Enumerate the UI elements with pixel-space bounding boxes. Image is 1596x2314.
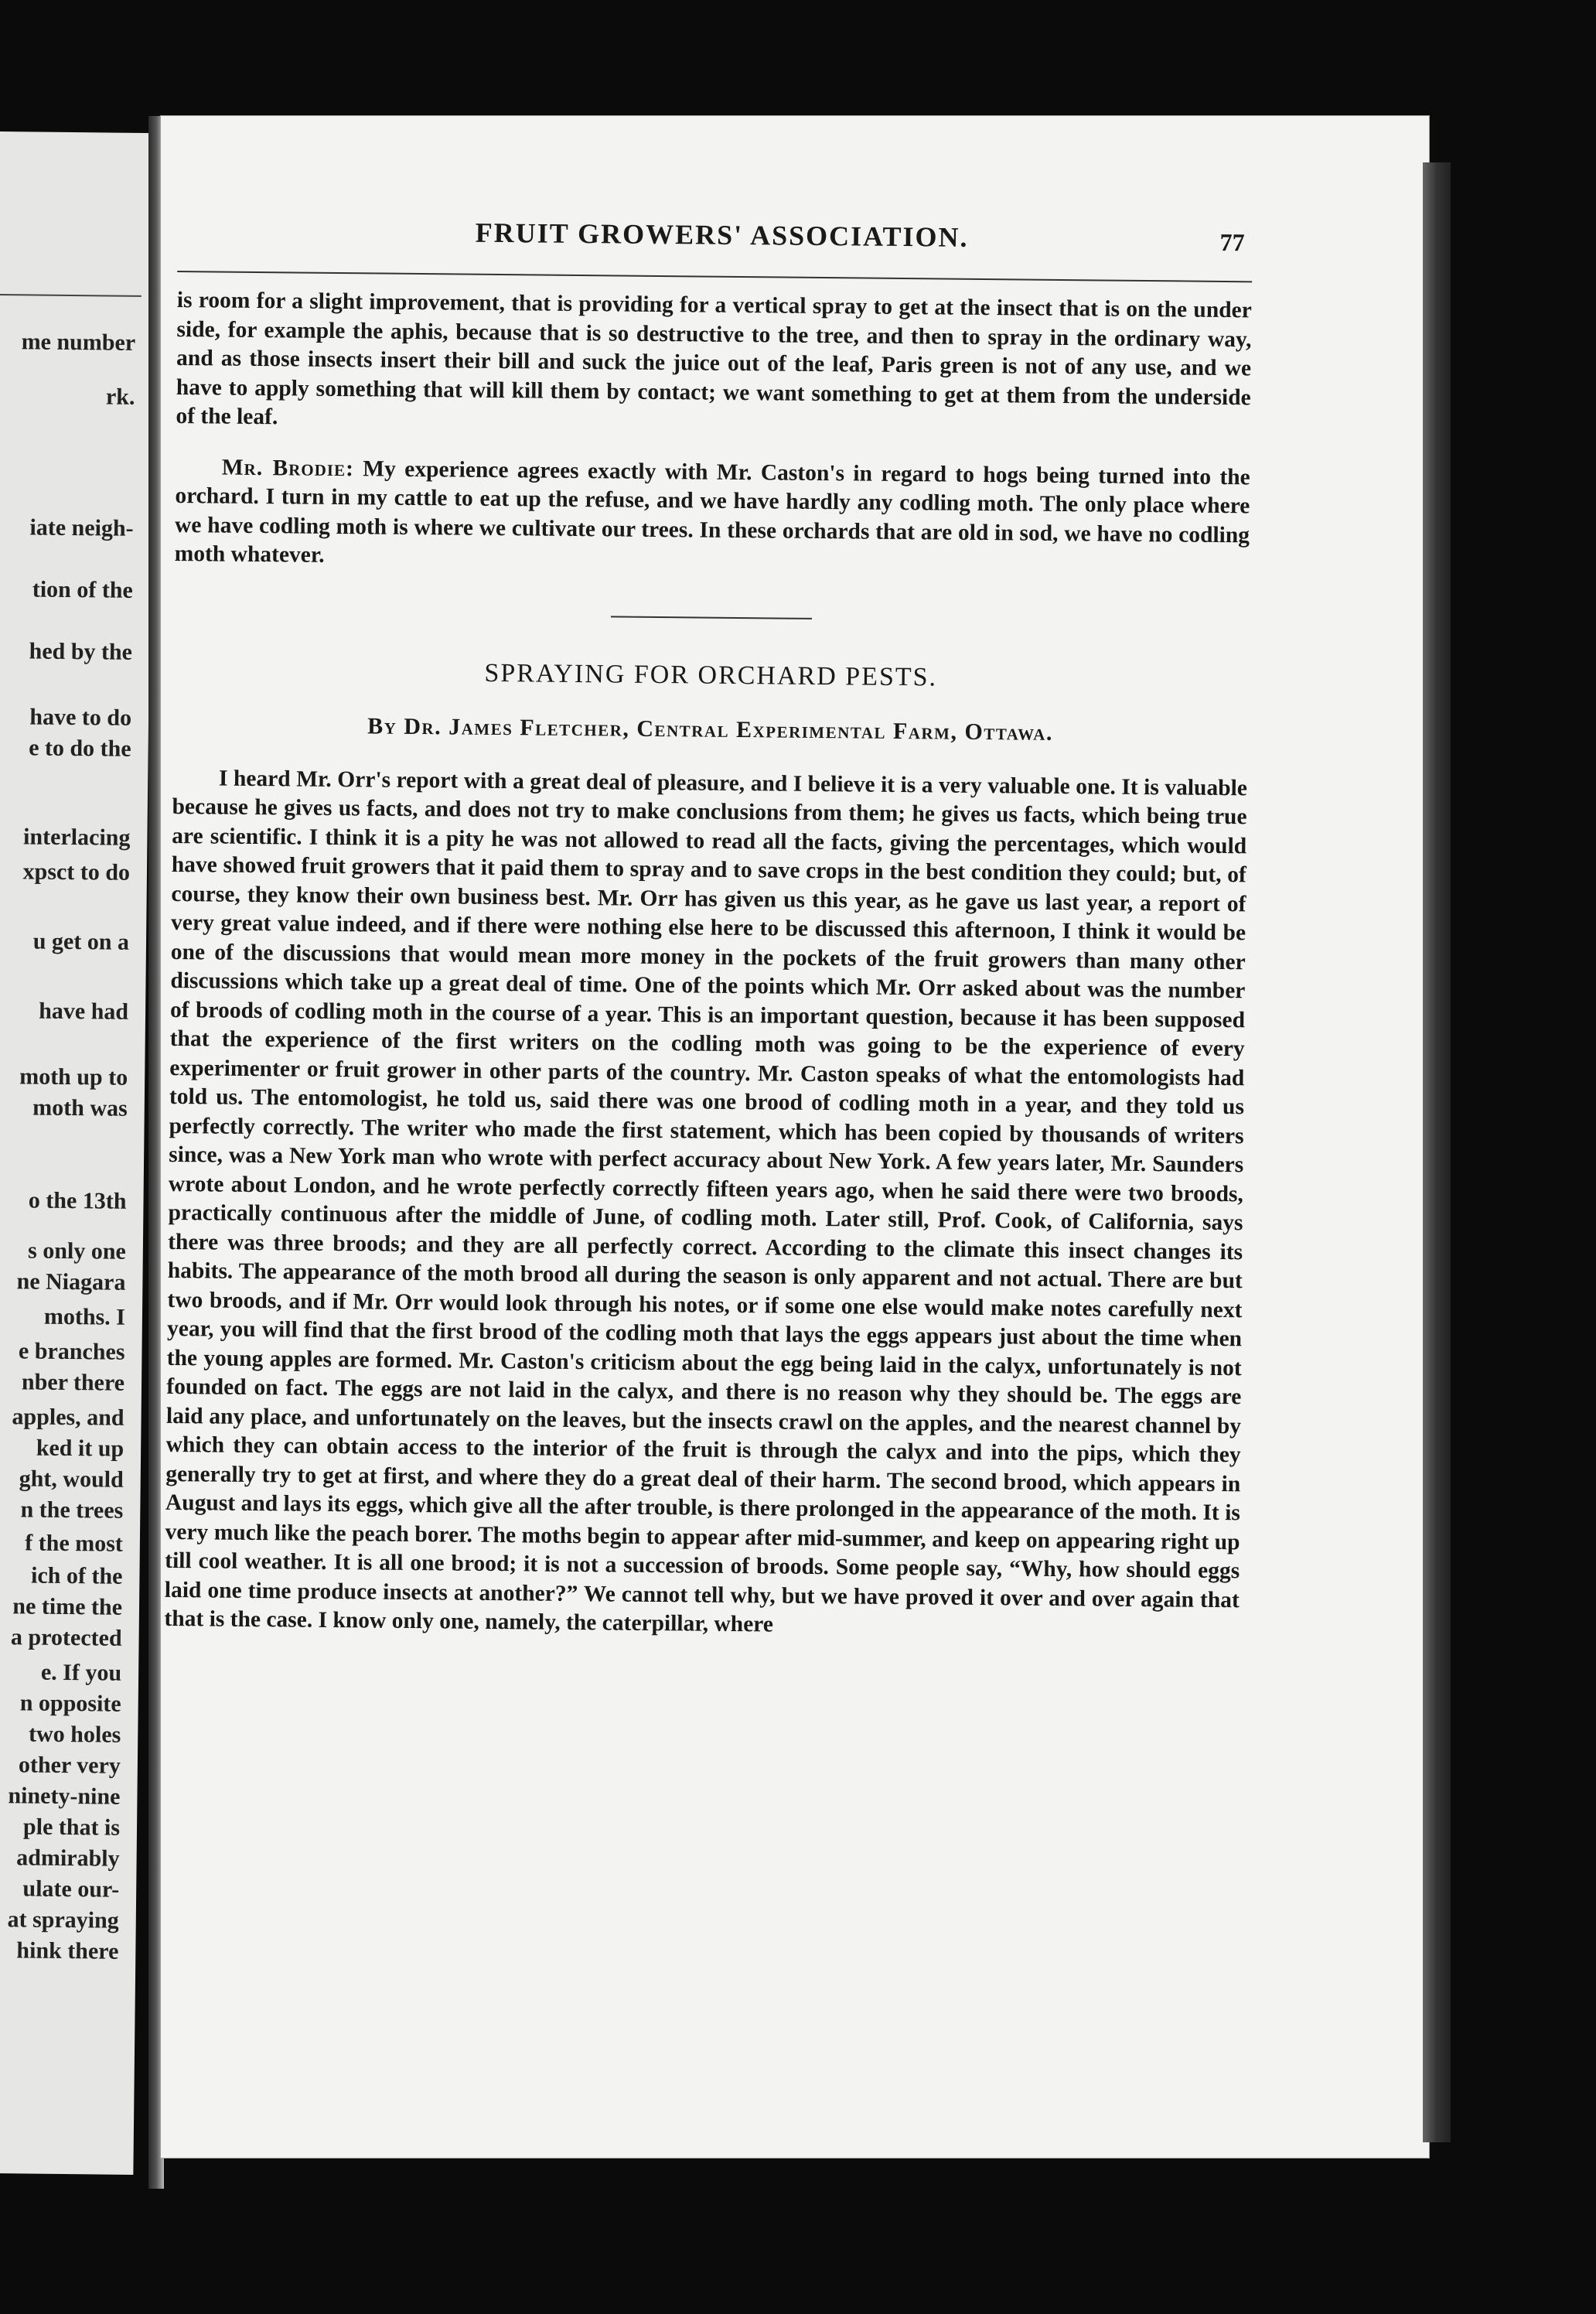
section-byline: By Dr. James Fletcher, Central Experimental Farm, Ottawa.: [367, 712, 1054, 746]
left-page-line: a protected: [10, 1624, 122, 1651]
left-page-line: xpsct to do: [22, 858, 131, 886]
left-page-line: ne Niagara: [16, 1268, 126, 1295]
left-page-line: s only one: [27, 1237, 127, 1265]
left-page-line: f the most: [25, 1530, 124, 1557]
left-page-line: u get on a: [32, 928, 130, 955]
speaker-name: Mr. Brodie:: [221, 455, 355, 481]
page-number: 77: [1219, 227, 1245, 257]
left-page-line: rk.: [105, 384, 135, 410]
left-page-line: have to do: [29, 704, 132, 731]
left-page-line: e branches: [18, 1338, 125, 1365]
left-page-line: ulate our-: [22, 1875, 120, 1903]
left-facing-page: [0, 131, 155, 2175]
left-page-line: have had: [39, 998, 129, 1025]
left-page-line: tion of the: [32, 576, 133, 603]
left-page-line: ich of the: [30, 1562, 123, 1589]
brodie-text: My experience agrees exactly with Mr. Caston's in regard to hogs being turned into the orchard. I turn in my cattle to eat up the refuse, and we have hardly any codling moth. The only place where we have codling moth is where we cultivate our trees. In these orchards that are old in sod, we have no codling moth whatever.: [174, 456, 1250, 568]
left-page-line: apples, and: [12, 1404, 124, 1431]
left-page-line: o the 13th: [28, 1187, 127, 1214]
left-page-line: ple that is: [22, 1814, 121, 1841]
page-edge-shadow: [1423, 162, 1451, 2142]
left-page-line: moths. I: [43, 1303, 126, 1330]
brodie-paragraph: [175, 452, 1250, 578]
page-content: [164, 209, 1253, 1644]
left-page-line: ght, would: [19, 1466, 124, 1493]
main-paragraph: I heard Mr. Orr's report with a great deal of pleasure, and I believe it is a very valuable one. It is valuable because he gives us facts, and does not try to make conclusions from them; he gives us facts, which being true are scientific. I think it is a pity he was not allowed to read all the facts, giving the percentages, which would have showed fruit growers that it paid them to spray and to save crops in the best condition they could; but, of course, they know their own business best. Mr. Orr has given us this year, as he gave us last year, a report of very great value indeed, and if there were nothing else here to be discussed this afternoon, I think it would be one of the discussions that would mean more money in the pockets of the fruit growers than many other discussions which take up a great deal of time. One of the points which Mr. Orr asked about was the number of broods of codling moth in the course of a year. This is an important question, because it has been supposed that the experience of the first writers on the codling moth was going to be the experience of every experimenter or fruit grower in other parts of the country. Mr. Caston speaks of what the entomologists had told us. The entomologist, he told us, said there was one brood of codling moth in a year, and they told us perfectly correctly. The writer who made the first statement, which has been copied by thousands of writers since, was a New York man who wrote with perfect accuracy about New York. A few years later, Mr. Saunders wrote about London, and he wrote perfectly correctly fifteen years ago, when he said there were two broods, practically continuous after the middle of June, of codling moth. Later still, Prof. Cook, of California, says there was three broods; and they are all perfectly correct. According to the climate this insect changes its habits. The appearance of the moth brood all during the season is only apparent and not actual. There are but two broods, and if Mr. Orr would look through his notes, or if some one else would make notes carefully next year, you will find that the first brood of the codling moth that lays the eggs appears just about the time when the young apples are formed. Mr. Caston's criticism about the egg being laid in the calyx, unfortunately is not founded on fact. The eggs are not laid in the calyx, and there is no reason why they should be. The eggs are laid any place, and unfortunately on the leaves, but the insects crawl on the apples, and the nearest channel by which they can obtain access to the interior of the fruit is through the calyx and into the pips, which they generally try to get at first, and where they do a great deal of their harm. The second brood, which appears in August and lays its eggs, which give all the after trouble, is there prolonged in the appearance of the moth. It is very much like the peach borer. The moths begin to appear after mid-summer, and keep on appearing right up till cool weather. It is all one brood; it is not a succession of broods. Some people say, “Why, how should eggs laid one time produce insects at another?” We cannot tell why, but we have proved it over and over again that that is the case. I know only one, namely, the caterpillar, where: [164, 766, 1248, 1637]
header-rule: [177, 271, 1252, 282]
left-page-line: n opposite: [19, 1690, 121, 1717]
running-head: [177, 209, 1253, 265]
left-page-line: two holes: [28, 1721, 121, 1748]
left-page-line: n the trees: [20, 1497, 124, 1524]
left-page-line: me number: [21, 329, 136, 356]
left-page-line: admirably: [16, 1845, 120, 1872]
left-page-rule: [0, 294, 142, 297]
left-page-line: at spraying: [7, 1906, 119, 1933]
left-page-line: ninety-nine: [8, 1783, 121, 1810]
left-page-line: other very: [18, 1752, 121, 1779]
left-page-line: interlacing: [22, 824, 131, 851]
intro-paragraph: is room for a slight improvement, that is providing for a vertical spray to get at the insect that is on the under side, for example the aphis, because that is so destructive to the tree, and then to spray in the ordinary way, and as those insects insert their bill and suck the juice out of the leaf, Paris green is not of any use, and we have to apply something that will kill them by contact; we want something to get at them from the underside of the leaf.: [176, 287, 1252, 430]
left-page-line: iate neigh-: [29, 514, 134, 541]
left-page-line: e. If you: [40, 1659, 122, 1686]
left-page-line: moth was: [32, 1094, 128, 1121]
running-title: FRUIT GROWERS' ASSOCIATION.: [475, 217, 969, 253]
left-page-line: e to do the: [28, 735, 131, 762]
left-page-line: ked it up: [36, 1435, 124, 1462]
left-page-line: hink there: [16, 1937, 119, 1964]
left-page-line: moth up to: [19, 1063, 128, 1090]
left-page-text-column: [0, 131, 138, 1964]
section-title: SPRAYING FOR ORCHARD PESTS.: [484, 658, 938, 691]
left-page-line: hed by the: [29, 638, 133, 665]
section-divider: [611, 616, 812, 619]
left-page-line: ne time the: [12, 1593, 123, 1620]
left-page-line: nber there: [21, 1369, 125, 1396]
